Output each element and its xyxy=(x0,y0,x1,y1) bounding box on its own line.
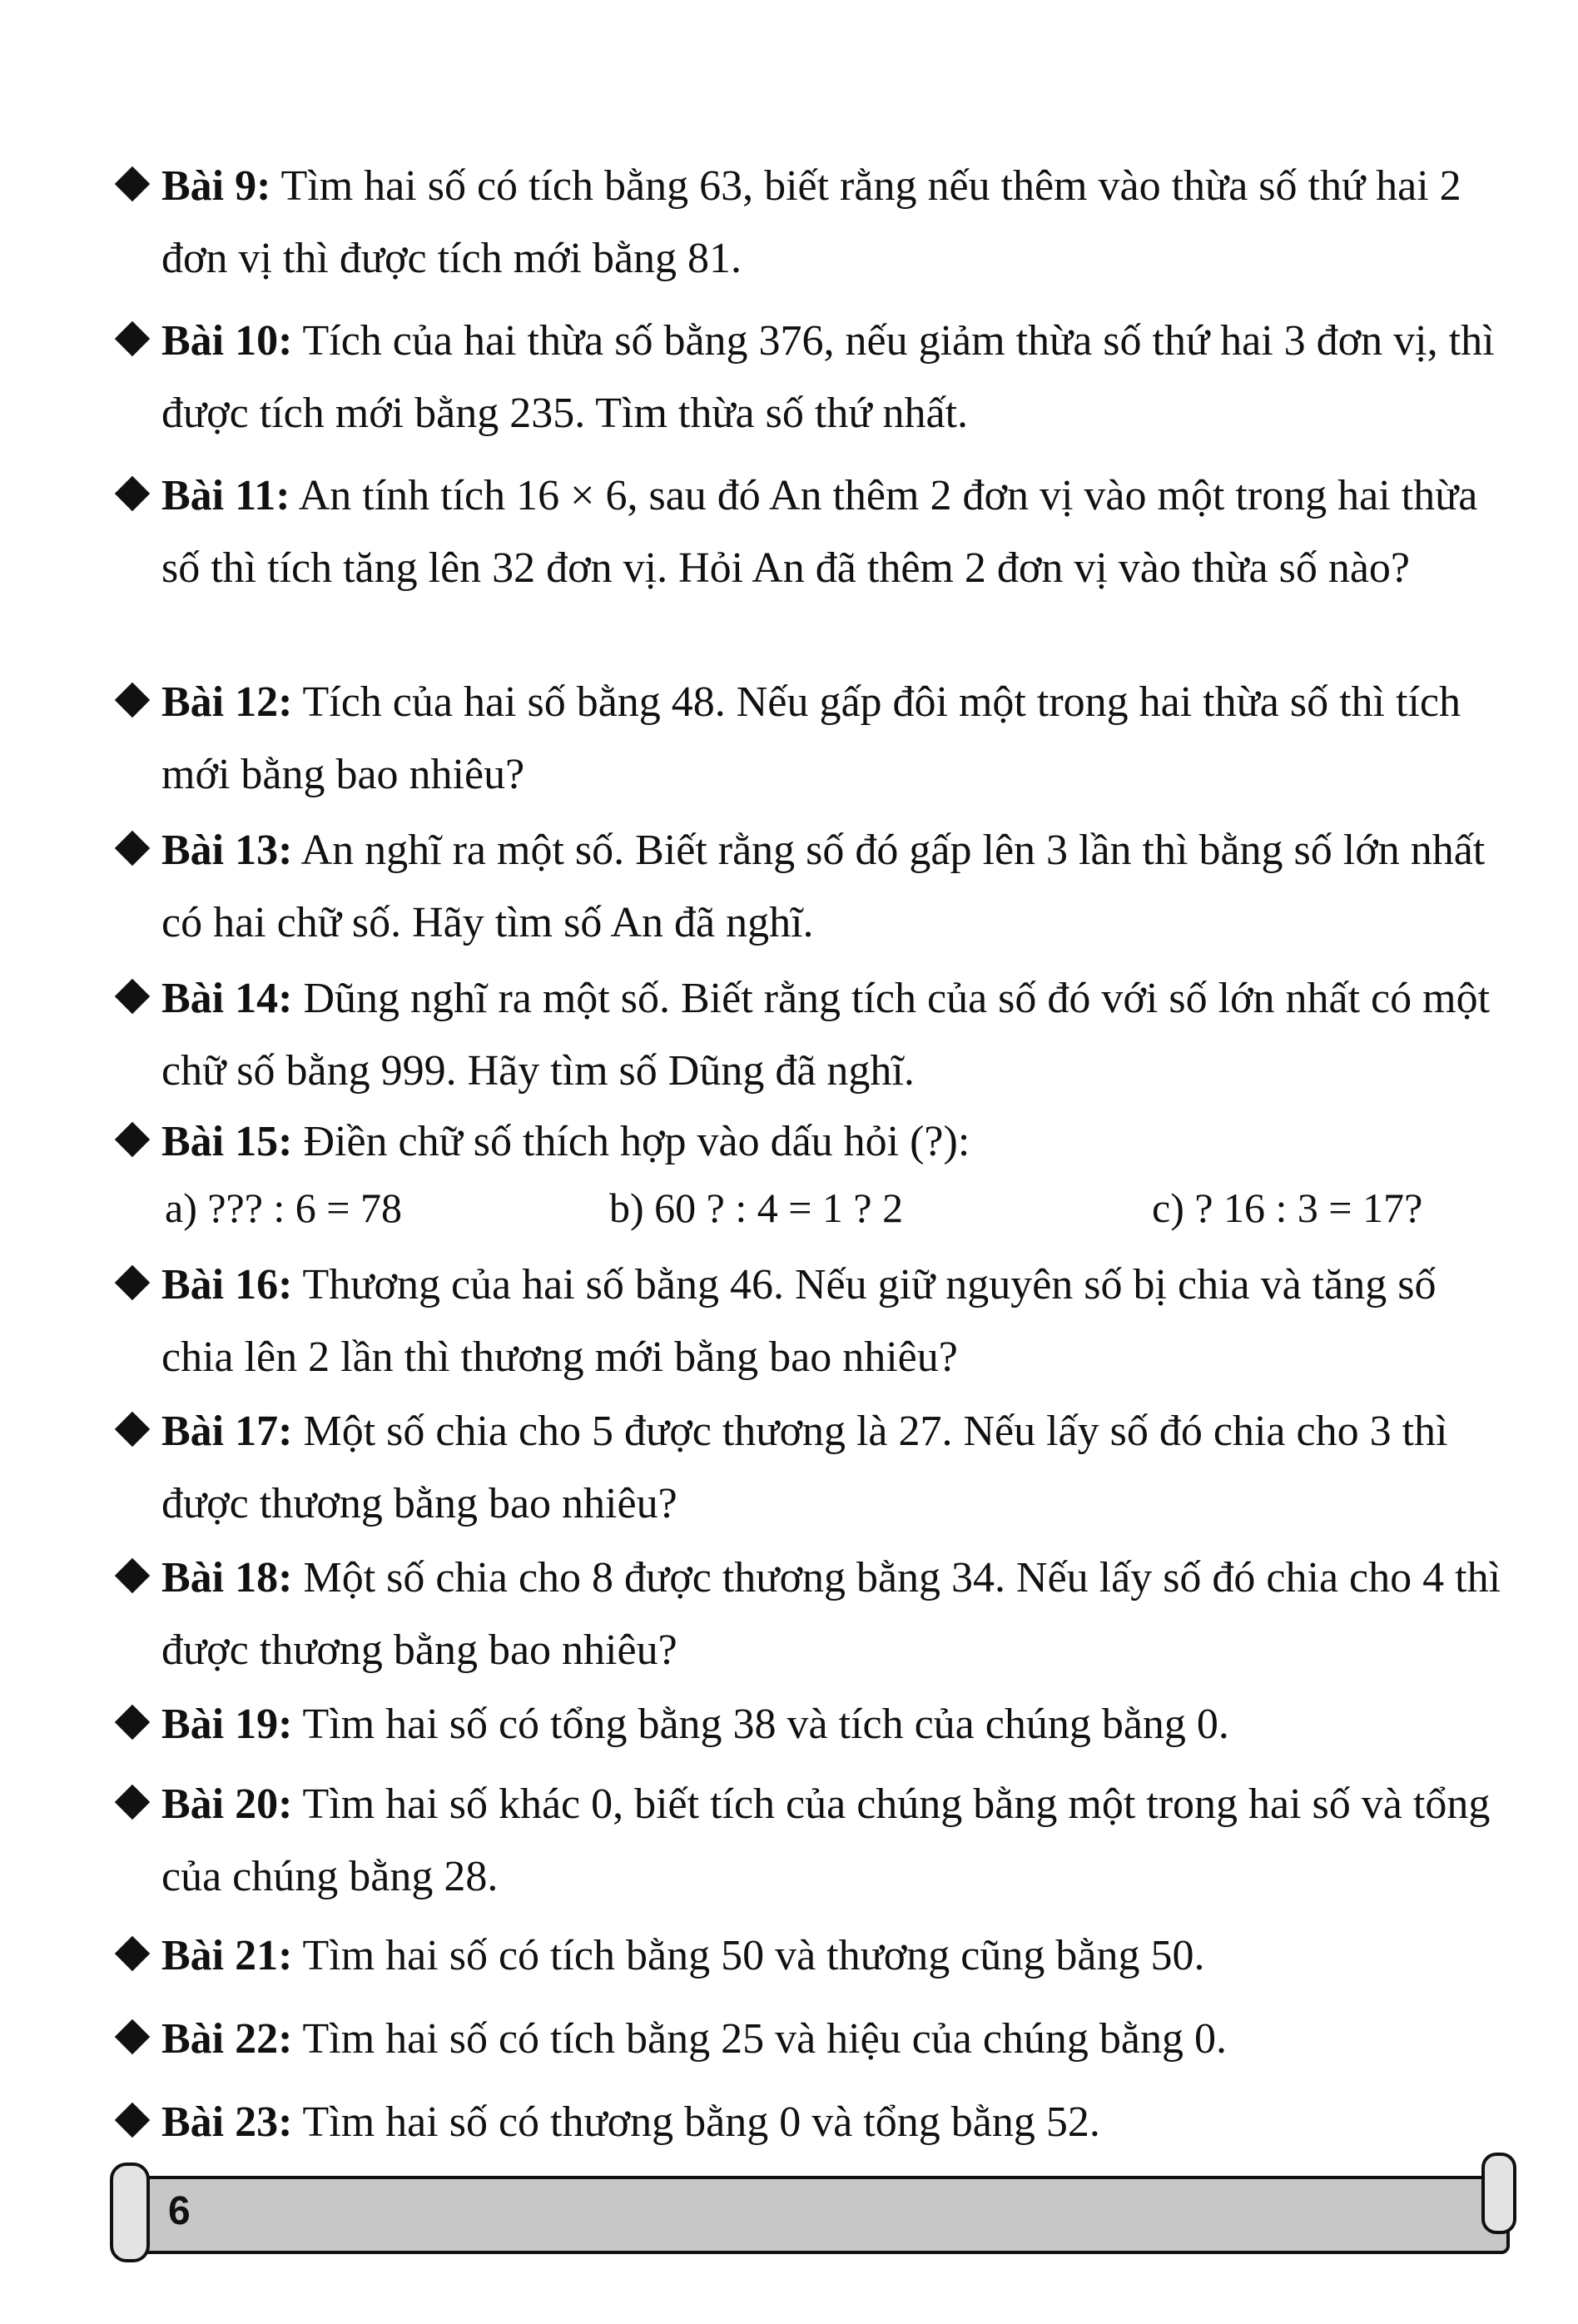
diamond-bullet-icon xyxy=(115,979,150,1014)
problem-text: Tích của hai thừa số bằng 376, nếu giảm thừa số thứ hai 3 đơn vị, thì được tích mới bằng 235. Tìm thừa số thứ nhất. xyxy=(161,317,1495,437)
problem-17 xyxy=(110,1395,1508,1540)
scroll-banner-bar xyxy=(138,2176,1510,2254)
problem-label: Bài 10: xyxy=(161,317,293,365)
problem-label: Bài 9: xyxy=(161,162,271,210)
problem-18 xyxy=(110,1542,1508,1686)
diamond-bullet-icon xyxy=(115,1265,150,1300)
problem-text: Tích của hai số bằng 48. Nếu gấp đôi một trong hai thừa số thì tích mới bằng bao nhiêu? xyxy=(161,678,1461,798)
page-number: 6 xyxy=(168,2189,191,2233)
problem-text: Tìm hai số có tích bằng 25 và hiệu của chúng bằng 0. xyxy=(302,2015,1227,2063)
diamond-bullet-icon xyxy=(115,321,150,356)
problem-label: Bài 19: xyxy=(161,1701,293,1748)
problem-22 xyxy=(110,2003,1508,2075)
diamond-bullet-icon xyxy=(115,1936,150,1971)
problem-label: Bài 15: xyxy=(161,1118,293,1165)
problem-13 xyxy=(110,814,1508,959)
diamond-bullet-icon xyxy=(115,1412,150,1447)
problem-text: Thương của hai số bằng 46. Nếu giữ nguyên số bị chia và tăng số chia lên 2 lần thì thương mới bằng bao nhiêu? xyxy=(161,1261,1437,1381)
problem-label: Bài 13: xyxy=(161,827,293,874)
problem-label: Bài 16: xyxy=(161,1261,293,1308)
problem-text: Tìm hai số khác 0, biết tích của chúng bằng một trong hai số và tổng của chúng bằng 28. xyxy=(161,1780,1491,1900)
problem-label: Bài 14: xyxy=(161,975,293,1022)
option-c: c) ? 16 : 3 = 17? xyxy=(1152,1184,1423,1231)
problem-text: Tìm hai số có tích bằng 50 và thương cũng bằng 50. xyxy=(302,1932,1205,1979)
problem-text: An tính tích 16 × 6, sau đó An thêm 2 đơn vị vào một trong hai thừa số thì tích tăng lên 32 đơn vị. Hỏi An đã thêm 2 đơn vị vào thừa số nào? xyxy=(161,472,1478,592)
diamond-bullet-icon xyxy=(115,683,150,718)
diamond-bullet-icon xyxy=(115,2019,150,2054)
diamond-bullet-icon xyxy=(115,831,150,866)
problem-label: Bài 22: xyxy=(161,2015,293,2063)
problem-12 xyxy=(110,666,1508,811)
problem-16 xyxy=(110,1249,1508,1393)
scroll-curl-right xyxy=(1481,2153,1516,2234)
option-b: b) 60 ? : 4 = 1 ? 2 xyxy=(609,1184,904,1231)
problem-label: Bài 23: xyxy=(161,2098,293,2146)
problem-19 xyxy=(110,1688,1508,1760)
problem-text: Một số chia cho 5 được thương là 27. Nếu lấy số đó chia cho 3 thì được thương bằng bao nhiêu? xyxy=(161,1408,1448,1527)
problem-label: Bài 17: xyxy=(161,1408,293,1455)
problem-text: Điền chữ số thích hợp vào dấu hỏi (?): xyxy=(303,1118,970,1165)
option-a: a) ??? : 6 = 78 xyxy=(165,1184,403,1231)
problem-label: Bài 20: xyxy=(161,1780,293,1828)
problem-14 xyxy=(110,962,1508,1107)
problem-20 xyxy=(110,1768,1508,1913)
problem-label: Bài 11: xyxy=(161,472,290,519)
diamond-bullet-icon xyxy=(115,1558,150,1593)
problem-label: Bài 12: xyxy=(161,678,293,726)
diamond-bullet-icon xyxy=(115,2103,150,2138)
diamond-bullet-icon xyxy=(115,166,150,201)
problem-15 xyxy=(110,1105,1508,1178)
problem-text: Tìm hai số có tích bằng 63, biết rằng nếu thêm vào thừa số thứ hai 2 đơn vị thì được tích mới bằng 81. xyxy=(161,162,1461,282)
problem-text: Dũng nghĩ ra một số. Biết rằng tích của số đó với số lớn nhất có một chữ số bằng 999. Hãy tìm số Dũng đã nghĩ. xyxy=(161,975,1491,1095)
diamond-bullet-icon xyxy=(115,476,150,511)
problem-10 xyxy=(110,305,1508,449)
problem-label: Bài 18: xyxy=(161,1554,293,1601)
scroll-curl-left xyxy=(110,2163,150,2262)
problem-11 xyxy=(110,459,1508,604)
footer-scroll-banner xyxy=(110,2146,1516,2262)
diamond-bullet-icon xyxy=(115,1705,150,1740)
problem-text: Một số chia cho 8 được thương bằng 34. Nếu lấy số đó chia cho 4 thì được thương bằng bao nhiêu? xyxy=(161,1554,1501,1674)
problem-text: Tìm hai số có thương bằng 0 và tổng bằng 52. xyxy=(302,2098,1100,2146)
diamond-bullet-icon xyxy=(115,1122,150,1157)
problem-text: Tìm hai số có tổng bằng 38 và tích của chúng bằng 0. xyxy=(302,1701,1229,1748)
problem-label: Bài 21: xyxy=(161,1932,293,1979)
problem-21 xyxy=(110,1919,1508,1992)
problem-text: An nghĩ ra một số. Biết rằng số đó gấp lên 3 lần thì bằng số lớn nhất có hai chữ số. Hãy tìm số An đã nghĩ. xyxy=(161,827,1486,946)
problem-9 xyxy=(110,150,1508,295)
diamond-bullet-icon xyxy=(115,1785,150,1820)
